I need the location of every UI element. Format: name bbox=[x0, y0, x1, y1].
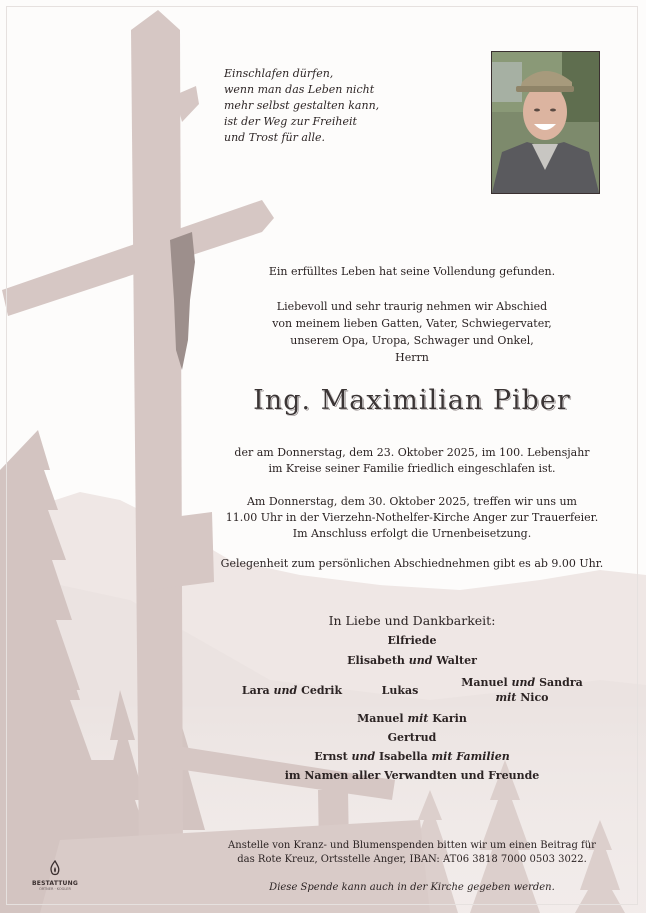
donation-line: das Rote Kreuz, Ortsstelle Anger, IBAN: AT06 3818 7000 0503 3022. bbox=[237, 854, 587, 865]
intro-line: unserem Opa, Uropa, Schwager und Onkel, bbox=[290, 334, 534, 347]
portrait-photo bbox=[491, 51, 600, 194]
mourner-name: Sandra bbox=[539, 676, 583, 689]
mourner-name: Cedrik bbox=[301, 684, 343, 697]
mourner-name: Karin bbox=[432, 712, 467, 725]
death-notice bbox=[220, 445, 604, 477]
funeral-notice bbox=[220, 494, 604, 542]
intro-line: von meinem lieben Gatten, Vater, Schwiegervater, bbox=[272, 317, 552, 330]
mourner-name: Lara bbox=[241, 684, 270, 697]
mourner-name: Ernst bbox=[314, 750, 348, 763]
connector-word: mit bbox=[431, 750, 453, 763]
donation-notice bbox=[200, 839, 624, 867]
mourner-gertrud: Gertrud bbox=[387, 731, 437, 744]
mourner-manuel-sandra bbox=[452, 676, 592, 689]
mourner-name: Manuel bbox=[461, 676, 508, 689]
poem-line: mehr selbst gestalten kann, bbox=[224, 99, 380, 112]
intro-block bbox=[220, 264, 604, 280]
mourner-lukas: Lukas bbox=[381, 684, 419, 697]
connector-word: und bbox=[511, 676, 536, 689]
mourner-manuel-karin bbox=[220, 712, 604, 725]
donation-line: Anstelle von Kranz- und Blumenspenden bitten wir um einen Beitrag für bbox=[228, 840, 596, 851]
mourner-name: Manuel bbox=[357, 712, 404, 725]
farewell-line: Gelegenheit zum persönlichen Abschiednehmen gibt es ab 9.00 Uhr. bbox=[220, 557, 604, 570]
poem-line: Einschlafen dürfen, bbox=[224, 67, 334, 80]
connector-word: mit bbox=[407, 712, 429, 725]
intro-line: Herrn bbox=[395, 351, 429, 364]
logo-name: BESTATTUNG bbox=[32, 880, 78, 887]
intro-lines bbox=[220, 298, 604, 366]
farewell-notice bbox=[220, 556, 604, 572]
connector-word: und bbox=[351, 750, 376, 763]
donation-note: Diese Spende kann auch in der Kirche gegeben werden. bbox=[269, 882, 555, 893]
mourner-name: Nico bbox=[520, 691, 549, 704]
deceased-name: Ing. Maximilian Piber bbox=[253, 385, 571, 416]
funeral-line: Im Anschluss erfolgt die Urnenbeisetzung. bbox=[292, 527, 532, 540]
mourners-closing: im Namen aller Verwandten und Freunde bbox=[284, 769, 540, 782]
poem-line: ist der Weg zur Freiheit bbox=[224, 115, 357, 128]
death-line: im Kreise seiner Familie friedlich eingeschlafen ist. bbox=[268, 462, 556, 475]
funeral-home-logo bbox=[30, 860, 80, 894]
mourner-name: Walter bbox=[436, 654, 477, 667]
mourner-nico bbox=[452, 691, 592, 704]
flame-icon bbox=[48, 860, 62, 876]
mourner-elisabeth-walter bbox=[220, 654, 604, 667]
mourner-lara-cedrik bbox=[232, 684, 352, 697]
mourner-name: Familien bbox=[456, 750, 510, 763]
connector-word: und bbox=[273, 684, 298, 697]
funeral-line: 11.00 Uhr in der Vierzehn-Nothelfer-Kirche Anger zur Trauerfeier. bbox=[225, 511, 599, 524]
death-line: der am Donnerstag, dem 23. Oktober 2025, im 100. Lebensjahr bbox=[234, 446, 590, 459]
poem bbox=[224, 66, 424, 146]
connector-word: und bbox=[408, 654, 433, 667]
poem-line: und Trost für alle. bbox=[224, 131, 325, 144]
mourner-ernst-isabella bbox=[220, 750, 604, 763]
mourner-name: Isabella bbox=[379, 750, 428, 763]
intro-line: Liebevoll und sehr traurig nehmen wir Abschied bbox=[276, 300, 548, 313]
mourner-elfriede: Elfriede bbox=[387, 634, 437, 647]
connector-word: mit bbox=[495, 691, 517, 704]
mourner-name: Elisabeth bbox=[347, 654, 405, 667]
funeral-line: Am Donnerstag, dem 30. Oktober 2025, treffen wir uns um bbox=[246, 495, 577, 508]
mourners-heading: In Liebe und Dankbarkeit: bbox=[328, 613, 496, 628]
poem-line: wenn man das Leben nicht bbox=[224, 83, 375, 96]
intro-headline: Ein erfülltes Leben hat seine Vollendung gefunden. bbox=[268, 265, 556, 278]
logo-subline: ORTNER · KOGLER bbox=[39, 887, 71, 891]
